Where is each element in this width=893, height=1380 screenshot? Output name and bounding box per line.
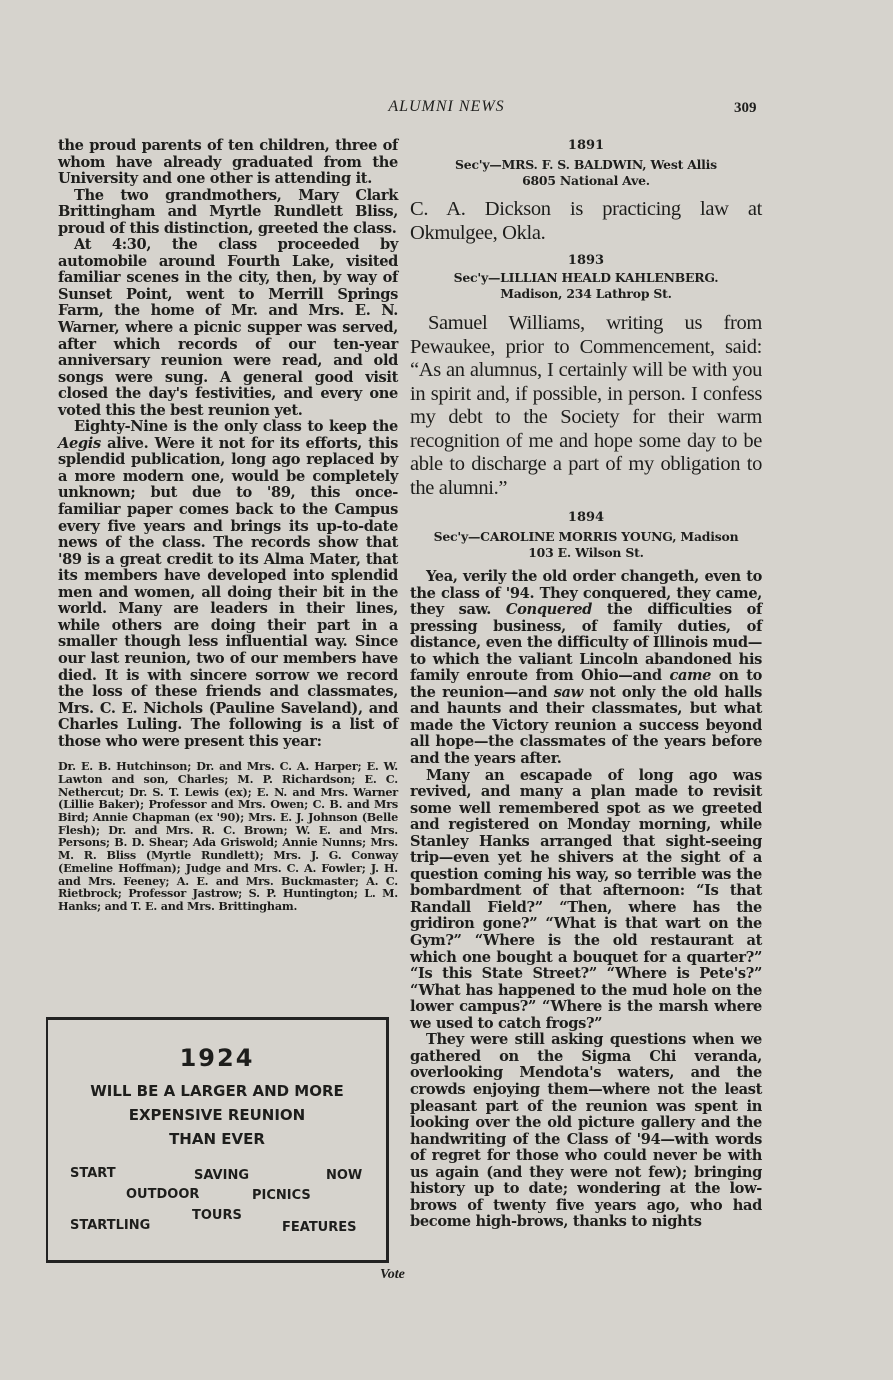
class-year-heading: 1894 (567, 510, 605, 525)
ad-word: START (70, 1166, 116, 1181)
header-title: ALUMNI NEWS (388, 98, 505, 115)
paragraph: Eighty-Nine is the only class to keep the Aegis alive. Were it not for its efforts, this splendid publication, long ago replaced by a more modern one, would be completely unknown; but due to '89, this once-familiar paper comes back to the Campus every five years and brings its up-to-date news of the class. The records show that '89 is a great credit to its Alma Mater, that its members have developed into splendid men and women, all doing their bit in the world. Many are leaders in their lines, while others are doing their part in a smaller though less influential way. Since our last reunion, two of our members have died. It is with sincere sorrow we record the loss of these friends and classmates, Mrs. C. E. Nichols (Pauline Saveland), and Charles Luling. The following is a list of those who were present this year: (58, 418, 398, 750)
page-number: 309 (734, 100, 757, 116)
secretary-line: Sec'y—CAROLINE MORRIS YOUNG, Madison (433, 529, 739, 544)
paragraph: the proud parents of ten children, three of whom have already graduated from the University and one other is attending it. (58, 137, 398, 188)
reunion-ad-box (46, 1017, 389, 1263)
ad-word: STARTLING (70, 1218, 151, 1233)
class-year-heading: 1893 (567, 253, 605, 268)
ad-word: NOW (326, 1168, 363, 1183)
right-column (410, 138, 762, 1231)
ad-word: FEATURES (282, 1220, 357, 1235)
ad-line: THAN EVER (169, 1130, 265, 1148)
secretary-address: 6805 National Ave. (522, 173, 650, 188)
ad-line: EXPENSIVE REUNION (128, 1106, 306, 1124)
paragraph: At 4:30, the class proceeded by automobile around Fourth Lake, visited familiar scenes in the city, then, by way of Sunset Point, went to Merrill Springs Farm, the home of Mr. and Mrs. E. N. Warner, where a picnic supper was served, after which records of our ten-year anniversary reunion were read, and old songs were sung. A general good visit closed the day's festivities, and every one voted this the best reunion yet. (58, 236, 398, 419)
ad-line: WILL BE A LARGER AND MORE (90, 1082, 344, 1100)
ad-word: OUTDOOR (126, 1187, 200, 1202)
paragraph: Yea, verily the old order changeth, even to the class of '94. They conquered, they came, they saw. Conquered the difficulties of pressing business, of family duties, of distance, even the difficulty of Illinois mud—to which the valiant Lincoln abandoned his family enroute from Ohio—and came on to the reunion—and saw not only the old halls and haunts and their classmates, but what made the Victory reunion a success beyond all hope—the classmates of the years before and the years after. (410, 568, 762, 768)
ad-word: TOURS (192, 1208, 242, 1223)
paragraph: Many an escapade of long ago was revived, and many a plan made to revisit some well remembered spot as we greeted and registered on Monday morning, while Stanley Hanks arranged that sight-seeing trip—even yet he shivers at the sight of a question coming his way, so terrible was the bombardment of that afternoon: “Is that Randall Field?” “Then, where has the gridiron gone?” “What is that wart on the Gym?” “Where is the old restaurant at which one bought a bouquet for a quarter?” “Is this State Street?” “Where is Pete's?” “What has happened to the mud hole on the lower campus?” “Where is the marsh where we used to catch frogs?” (410, 766, 762, 1032)
class-year-heading: 1891 (567, 138, 605, 153)
attendee-list: Dr. E. B. Hutchinson; Dr. and Mrs. C. A. Harper; E. W. Lawton and son, Charles; M. P. Richardson; E. C. Nethercut; Dr. S. T. Lewis (ex); E. N. and Mrs. Warner (Lillie Baker); Professor and Mrs. Owen; C. B. and Mrs Bird; Annie Chapman (ex '90); Mrs. E. J. Johnson (Belle Flesh); Dr. and Mrs. R. C. Brown; W. E. and Mrs. Persons; B. D. Shear; Ada Griswold; Annie Nunns; Mrs. M. R. Bliss (Myrtle Rundlett); Mrs. J. G. Conway (Emeline Hoffman); Judge and Mrs. C. A. Fowler; J. H. and Mrs. Feeney; A. E. and Mrs. Buckmaster; A. C. Rietbrock; Professor Jastrow; S. P. Huntington; L. M. Hanks; and T. E. and Mrs. Brittingham. (58, 759, 398, 913)
secretary-address: 103 E. Wilson St. (528, 545, 644, 560)
paragraph: They were still asking questions when we gathered on the Sigma Chi veranda, overlooking Mendota's waters, and the crowds enjoying them—where not the least pleasant part of the reunion was spent in looking over the old picture gallery and the handwriting of the Class of '94—with words of regret for those who could never be with us again (and they were not few); bringing history up to date; wondering at the low-brows of twenty five years ago, who had become high-brows, thanks to nights (410, 1031, 762, 1231)
secretary-line: Sec'y—LILLIAN HEALD KAHLENBERG. (453, 270, 719, 285)
aegis-title: Aegis (58, 434, 101, 452)
paragraph: The two grandmothers, Mary Clark Brittingham and Myrtle Rundlett Bliss, proud of this distinction, greeted the class. (58, 186, 398, 237)
catchword: Vote (380, 1267, 405, 1282)
left-column (58, 138, 398, 913)
ad-word: PICNICS (252, 1188, 311, 1203)
secretary-address: Madison, 234 Lathrop St. (500, 286, 672, 301)
ad-word: SAVING (194, 1168, 249, 1183)
paragraph: C. A. Dickson is practicing law at Okmulgee, Okla. (410, 198, 762, 244)
ad-year: 1924 (179, 1044, 255, 1072)
paragraph: Samuel Williams, writing us from Pewaukee, prior to Commencement, said: “As an alumnus, I certainly will be with you in spirit and, if possible, in person. I confess my debt to the Society for their warm recognition of me and hope some day to be able to discharge a part of my obligation to the alumni.” (410, 312, 762, 499)
secretary-line: Sec'y—MRS. F. S. BALDWIN, West Allis (455, 157, 717, 172)
